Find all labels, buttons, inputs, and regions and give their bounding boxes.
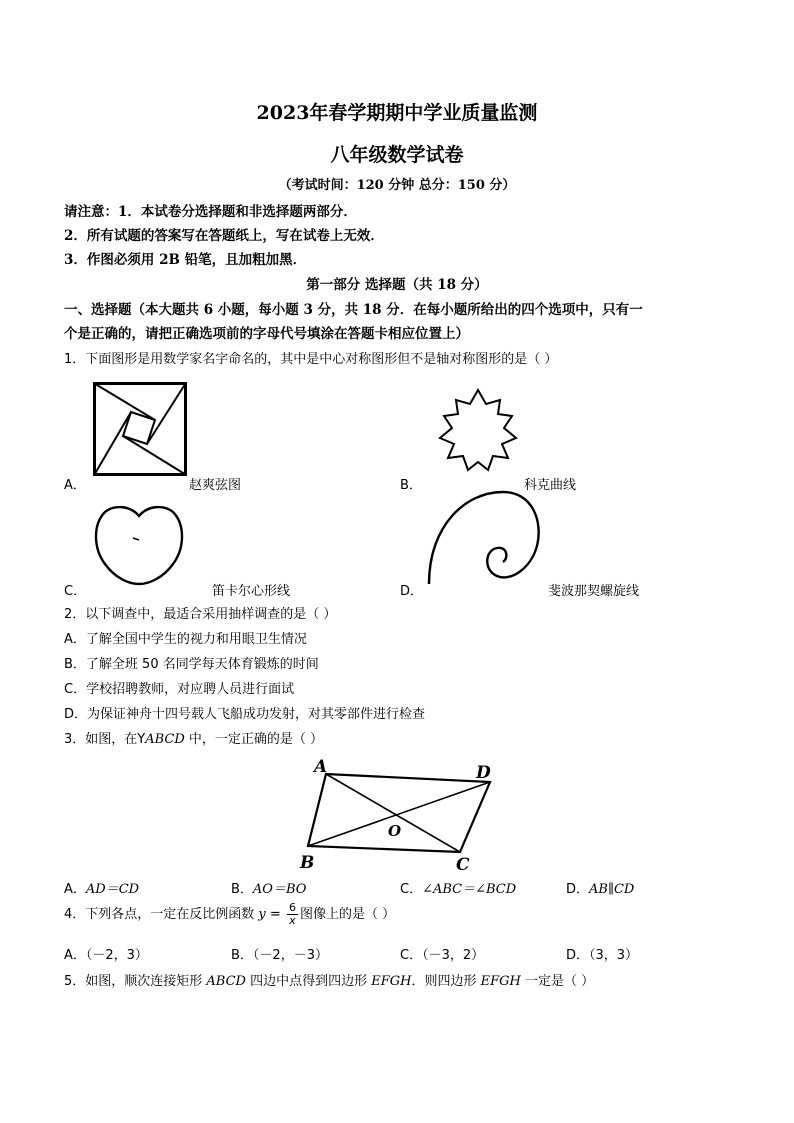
part1-heading: 第一部分 选择题（共 18 分） [306,277,488,293]
parallelogram-symbol: Y [137,732,146,747]
koch-curve-figure [430,386,526,482]
q3-option-b-expr: AO＝BO [252,882,307,897]
q1-option-b-caption: 科克曲线 [524,478,577,493]
q4-fraction [287,902,298,927]
q4-func-y: y [258,907,266,922]
q4-option-a: A．（－2，3） [64,948,148,963]
q4-option-d: D．（3，3） [566,948,639,963]
q1-option-b-letter: B． [400,478,422,493]
q3-option-c [400,878,516,897]
q3-option-a-letter: A． [64,882,86,897]
q3-option-a-expr: AD＝CD [85,882,140,897]
q3-option-d [566,878,634,897]
page-title: 2023年春学期期中学业质量监测 [256,102,538,124]
q4-stem [64,902,395,928]
q1-stem: 1．下面图形是用数学家名字命名的，其中是中心对称图形但不是轴对称图形的是（ ） [64,352,558,367]
q5-stem-mid: 四边中点得到四边形 [245,974,372,989]
parallelogram-figure [296,752,506,876]
note-1: 请注意：1．本试卷分选择题和非选择题两部分． [64,204,357,220]
exam-info: （考试时间：120 分钟 总分：150 分） [278,178,516,193]
q3-option-b [231,878,306,897]
q5-quad-name-2: EFGH [480,974,521,989]
cardioid-figure [93,502,185,586]
q5-stem-post: 一定是（ ） [520,974,595,989]
q3-option-d-letter: D． [566,882,590,897]
q1-option-a-caption: 赵爽弦图 [189,478,242,493]
q3-stem-post: 中，一定正确的是（ ） [184,732,324,747]
q3-stem [64,728,323,747]
q5-stem [64,970,594,989]
q1-option-d-caption: 斐波那契螺旋线 [548,584,640,599]
q3-option-c-expr: ∠ABC＝∠BCD [422,882,517,897]
q5-rect-name: ABCD [206,974,246,989]
q5-stem-mid2: ．则四边形 [411,974,481,989]
q4-func-eq: = [265,907,285,922]
q1-option-a-letter: A． [64,478,86,493]
q4-option-b: B．（－2，－3） [231,948,328,963]
part1-instruction-line2: 个是正确的，请把正确选项前的字母代号填涂在答题卡相应位置上） [64,326,469,342]
q4-option-c: C．（－3，2） [400,948,485,963]
page-subtitle: 八年级数学试卷 [330,144,464,166]
q3-option-a [64,878,139,897]
q3-option-d-expr: AB∥CD [589,882,635,897]
q5-stem-pre: 5．如图，顺次连接矩形 [64,974,207,989]
vertex-a-label: A [314,757,328,777]
q2-option-a: A．了解全国中学生的视力和用眼卫生情况 [64,632,307,647]
vertex-b-label: B [300,853,315,873]
q3-stem-name: ABCD [145,732,185,747]
q4-fraction-denominator: x [289,914,296,927]
note-3: 3．作图必须用 2B 铅笔，且加粗加黑． [64,252,307,268]
q2-option-b: B．了解全班 50 名同学每天体育锻炼的时间 [64,657,319,672]
q2-stem: 2．以下调查中，最适合采用抽样调查的是（ ） [64,607,337,622]
vertex-c-label: C [456,855,470,875]
q1-option-d-letter: D． [400,584,424,599]
q4-fraction-numerator: 6 [288,901,296,914]
q5-quad-name-1: EFGH [371,974,412,989]
q3-stem-pre: 3．如图，在 [64,732,138,747]
q1-option-c-letter: C． [64,584,87,599]
q1-option-c-caption: 笛卡尔心形线 [212,584,291,599]
part1-instruction-line1: 一、选择题（本大题共 6 小题，每小题 3 分，共 18 分．在每小题所给出的四个选项中，只有一 [64,302,643,318]
q2-option-d: D．为保证神舟十四号载人飞船成功发射，对其零部件进行检查 [64,707,426,722]
zhao-shuang-figure [93,382,187,476]
q3-option-b-letter: B． [231,882,253,897]
q2-option-c: C．学校招聘教师，对应聘人员进行面试 [64,682,295,697]
q4-stem-post: 图像上的是（ ） [299,907,396,922]
note-2: 2．所有试题的答案写在答题纸上，写在试卷上无效． [64,228,384,244]
vertex-d-label: D [476,763,491,783]
fibonacci-spiral-figure [425,486,545,586]
center-o-label: O [388,822,402,840]
q4-stem-pre: 4．下列各点，一定在反比例函数 [64,907,259,922]
q3-option-c-letter: C． [400,882,423,897]
